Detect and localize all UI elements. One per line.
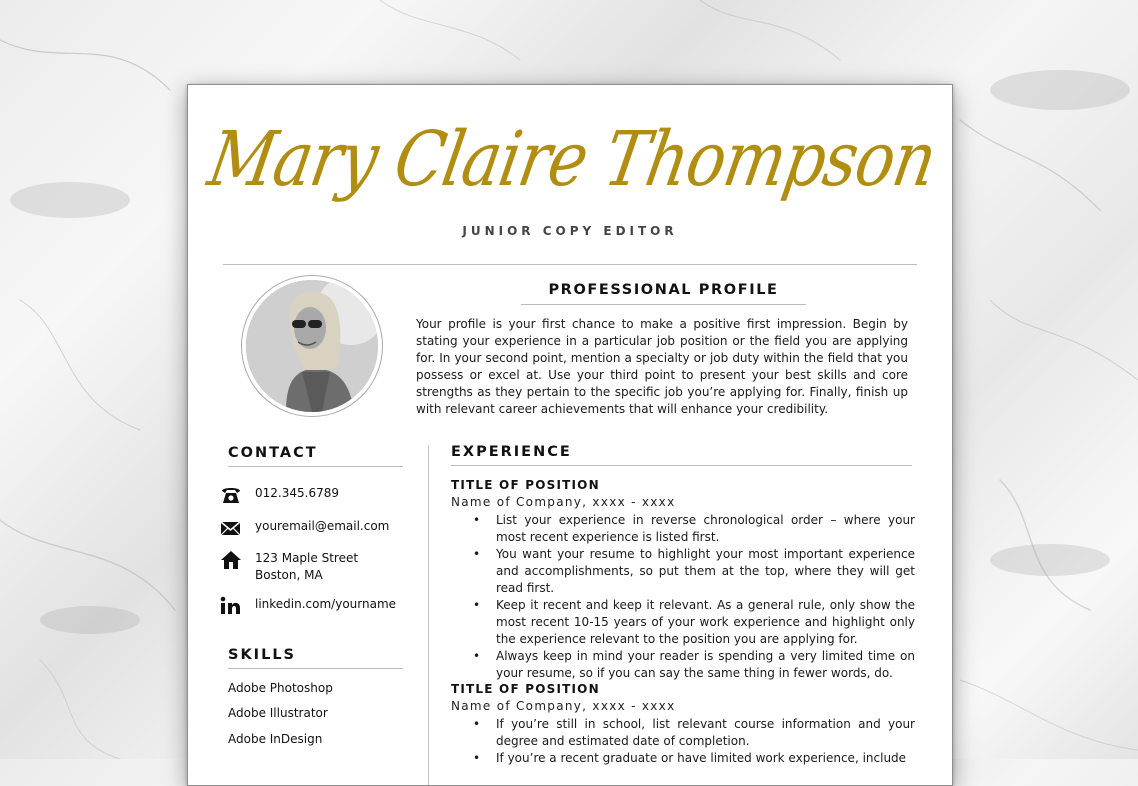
- position-title: TITLE OF POSITION: [451, 478, 600, 492]
- column-divider: [428, 445, 429, 785]
- house-icon: [220, 550, 242, 570]
- skill-item: Adobe Photoshop: [228, 681, 333, 695]
- resume-name: Mary Claire Thompson: [202, 116, 942, 204]
- professional-profile-text: Your profile is your first chance to make a positive first impression. Begin by stating your experience in a particular job position or the field you are applying for. In your second point, mention a specialty or job duty within the field that you possess or excel at. Use your third point to present your best skills and core strengths as they pertain to the specific job you’re applying for. Finally, finish up with relevant career achievements that will enhance your credibility.: [416, 317, 908, 416]
- contact-phone-text: 012.345.6789: [255, 486, 339, 500]
- professional-profile-heading: PROFESSIONAL PROFILE: [521, 282, 806, 305]
- experience-bullet: • List your experience in reverse chronological order – where your most recent experience is listed first.: [451, 512, 915, 546]
- resume-page: [187, 84, 953, 786]
- experience-bullets: [451, 512, 915, 682]
- contact-address-line2: Boston, MA: [255, 568, 323, 582]
- experience-bullet: • Keep it recent and keep it relevant. As a general rule, only show the most recent 10-15 years of your work experience and highlight only the experience relevant to the position you are applying for.: [451, 597, 915, 648]
- contact-address-line1: 123 Maple Street: [255, 551, 359, 565]
- experience-bullet: • Always keep in mind your reader is spending a very limited time on your resume, so if you can say the same thing in fewer words, do.: [451, 648, 915, 682]
- skill-item: Adobe Illustrator: [228, 706, 328, 720]
- contact-email-text: youremail@email.com: [255, 519, 390, 533]
- company-name: Name of Company, xxxx - xxxx: [451, 699, 676, 713]
- header-divider: [223, 264, 917, 265]
- profile-photo-frame: [241, 275, 383, 417]
- experience-heading: EXPERIENCE: [451, 444, 912, 466]
- linkedin-icon: [220, 596, 242, 616]
- contact-heading: CONTACT: [228, 445, 403, 467]
- experience-bullet: • If you’re still in school, list relevant course information and your degree and estimated date of completion.: [451, 716, 915, 750]
- job-title: JUNIOR COPY EDITOR: [462, 224, 678, 238]
- experience-bullet: • If you’re a recent graduate or have limited work experience, include: [451, 750, 915, 767]
- company-name: Name of Company, xxxx - xxxx: [451, 495, 676, 509]
- experience-bullet: • You want your resume to highlight your most important experience and accomplishments, so put them at the top, where they will get read first.: [451, 546, 915, 597]
- skill-item: Adobe InDesign: [228, 732, 323, 746]
- envelope-icon: [220, 518, 242, 538]
- contact-linkedin-text: linkedin.com/yourname: [255, 597, 397, 611]
- experience-bullets: [451, 716, 915, 767]
- skills-heading: SKILLS: [228, 647, 403, 669]
- phone-icon: [220, 485, 242, 505]
- position-title: TITLE OF POSITION: [451, 682, 600, 696]
- profile-photo: [246, 280, 378, 412]
